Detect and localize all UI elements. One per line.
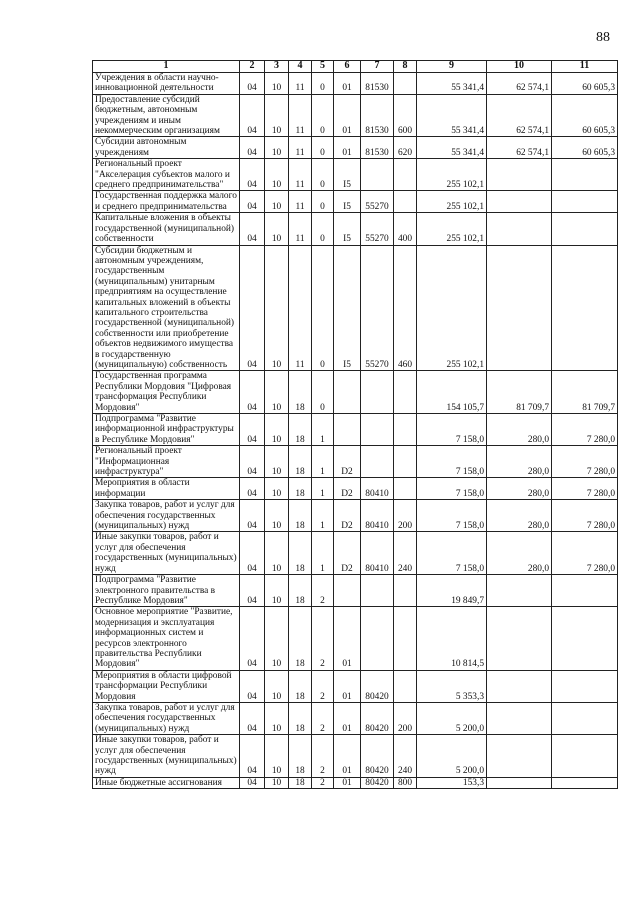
code-cell: 2 (312, 607, 334, 670)
amount-cell (552, 735, 618, 778)
code-cell: 0 (312, 159, 334, 191)
code-cell: 04 (240, 414, 265, 446)
code-cell: 1 (312, 532, 334, 575)
item-name: Государственная поддержка малого и среднего предпринимательства (93, 191, 240, 213)
item-name: Мероприятия в области информации (93, 478, 240, 500)
code-cell: 1 (312, 414, 334, 446)
page-number: 88 (596, 30, 610, 45)
column-header: 1 (93, 61, 240, 73)
amount-cell: 7 158,0 (417, 500, 487, 532)
code-cell (361, 607, 394, 670)
code-cell: I5 (334, 191, 361, 213)
amount-cell: 280,0 (487, 500, 552, 532)
amount-cell: 255 102,1 (417, 191, 487, 213)
code-cell (394, 191, 417, 213)
amount-cell: 280,0 (487, 478, 552, 500)
code-cell: 81530 (361, 94, 394, 137)
amount-cell: 7 280,0 (552, 500, 618, 532)
code-cell: 04 (240, 735, 265, 778)
code-cell: D2 (334, 446, 361, 478)
code-cell: 80410 (361, 532, 394, 575)
code-cell: 240 (394, 735, 417, 778)
item-name: Субсидии автономным учреждениям (93, 137, 240, 159)
code-cell: 04 (240, 478, 265, 500)
table-row (93, 191, 618, 213)
code-cell: 10 (265, 607, 289, 670)
code-cell: 81530 (361, 137, 394, 159)
code-cell: 18 (289, 735, 312, 778)
item-name: Предоставление субсидий бюджетным, автономным учреждениям и иным некоммерческим организациям (93, 94, 240, 137)
code-cell: 18 (289, 500, 312, 532)
code-cell: 18 (289, 702, 312, 734)
item-name: Закупка товаров, работ и услуг для обеспечения государственных (муниципальных) нужд (93, 702, 240, 734)
amount-cell (487, 159, 552, 191)
code-cell (334, 371, 361, 414)
amount-cell: 7 280,0 (552, 446, 618, 478)
amount-cell: 7 280,0 (552, 478, 618, 500)
item-name: Иные закупки товаров, работ и услуг для обеспечения государственных (муниципальных) нужд (93, 735, 240, 778)
amount-cell (487, 735, 552, 778)
code-cell (394, 414, 417, 446)
code-cell: 80410 (361, 478, 394, 500)
column-header: 11 (552, 61, 618, 73)
item-name: Подпрограмма "Развитие электронного правительства в Республике Мордовия" (93, 575, 240, 607)
code-cell: 11 (289, 137, 312, 159)
code-cell: 18 (289, 607, 312, 670)
amount-cell: 7 280,0 (552, 414, 618, 446)
code-cell (394, 73, 417, 95)
code-cell: 0 (312, 371, 334, 414)
amount-cell (487, 213, 552, 245)
code-cell: 10 (265, 213, 289, 245)
code-cell: 1 (312, 500, 334, 532)
code-cell: 11 (289, 213, 312, 245)
amount-cell: 7 158,0 (417, 532, 487, 575)
code-cell: 2 (312, 670, 334, 702)
code-cell (394, 478, 417, 500)
code-cell (394, 371, 417, 414)
column-header: 5 (312, 61, 334, 73)
code-cell: 04 (240, 245, 265, 371)
code-cell: 10 (265, 73, 289, 95)
code-cell: 01 (334, 670, 361, 702)
item-name: Основное мероприятие "Развитие, модернизация и эксплуатация информационных систем и ресурсов электронного правительства Республики Мордовия" (93, 607, 240, 670)
amount-cell (487, 575, 552, 607)
table-row (93, 137, 618, 159)
amount-cell: 62 574,1 (487, 73, 552, 95)
code-cell: 01 (334, 777, 361, 788)
code-cell: 1 (312, 478, 334, 500)
amount-cell: 62 574,1 (487, 137, 552, 159)
code-cell: 0 (312, 191, 334, 213)
amount-cell: 7 158,0 (417, 446, 487, 478)
amount-cell: 153,3 (417, 777, 487, 788)
table-row (93, 414, 618, 446)
amount-cell: 5 200,0 (417, 702, 487, 734)
code-cell (334, 414, 361, 446)
code-cell: 0 (312, 73, 334, 95)
table-row (93, 735, 618, 778)
code-cell (334, 575, 361, 607)
code-cell: 01 (334, 607, 361, 670)
code-cell: 04 (240, 94, 265, 137)
amount-cell (487, 702, 552, 734)
code-cell: 11 (289, 191, 312, 213)
code-cell: 55270 (361, 191, 394, 213)
code-cell: 04 (240, 670, 265, 702)
code-cell: 01 (334, 137, 361, 159)
code-cell: I5 (334, 245, 361, 371)
code-cell: 80410 (361, 500, 394, 532)
amount-cell (552, 702, 618, 734)
amount-cell: 5 353,3 (417, 670, 487, 702)
table-row (93, 607, 618, 670)
item-name: Учреждения в области научно-инновационной деятельности (93, 73, 240, 95)
code-cell: 2 (312, 575, 334, 607)
amount-cell (552, 245, 618, 371)
table-row (93, 702, 618, 734)
amount-cell (487, 607, 552, 670)
code-cell: 0 (312, 213, 334, 245)
table-row (93, 532, 618, 575)
code-cell: 81530 (361, 73, 394, 95)
amount-cell: 7 158,0 (417, 478, 487, 500)
code-cell: 10 (265, 94, 289, 137)
code-cell: 10 (265, 371, 289, 414)
code-cell: 10 (265, 735, 289, 778)
code-cell: 2 (312, 735, 334, 778)
code-cell: 10 (265, 414, 289, 446)
amount-cell (552, 575, 618, 607)
code-cell (394, 446, 417, 478)
table-row (93, 446, 618, 478)
item-name: Региональный проект "Акселерация субъектов малого и среднего предпринимательства" (93, 159, 240, 191)
code-cell: 10 (265, 777, 289, 788)
item-name: Региональный проект "Информационная инфраструктура" (93, 446, 240, 478)
code-cell (394, 159, 417, 191)
code-cell: 11 (289, 94, 312, 137)
amount-cell: 55 341,4 (417, 73, 487, 95)
amount-cell: 10 814,5 (417, 607, 487, 670)
code-cell: 04 (240, 575, 265, 607)
code-cell (361, 575, 394, 607)
amount-cell (487, 245, 552, 371)
code-cell: 200 (394, 702, 417, 734)
code-cell: 10 (265, 446, 289, 478)
code-cell (394, 607, 417, 670)
code-cell: 04 (240, 159, 265, 191)
amount-cell: 81 709,7 (487, 371, 552, 414)
code-cell: 04 (240, 500, 265, 532)
amount-cell: 255 102,1 (417, 245, 487, 371)
code-cell (361, 414, 394, 446)
code-cell: 04 (240, 446, 265, 478)
table-row (93, 575, 618, 607)
code-cell: D2 (334, 478, 361, 500)
code-cell: 620 (394, 137, 417, 159)
amount-cell: 55 341,4 (417, 94, 487, 137)
code-cell (394, 670, 417, 702)
code-cell: 0 (312, 137, 334, 159)
code-cell: 10 (265, 191, 289, 213)
code-cell: 04 (240, 607, 265, 670)
item-name: Капитальные вложения в объекты государственной (муниципальной) собственности (93, 213, 240, 245)
amount-cell: 60 605,3 (552, 73, 618, 95)
amount-cell (487, 191, 552, 213)
code-cell: 18 (289, 446, 312, 478)
column-header: 2 (240, 61, 265, 73)
code-cell: 04 (240, 73, 265, 95)
amount-cell: 154 105,7 (417, 371, 487, 414)
code-cell: 10 (265, 702, 289, 734)
code-cell: 18 (289, 532, 312, 575)
amount-cell (552, 191, 618, 213)
item-name: Иные закупки товаров, работ и услуг для обеспечения государственных (муниципальных) нужд (93, 532, 240, 575)
amount-cell (552, 213, 618, 245)
amount-cell: 7 280,0 (552, 532, 618, 575)
table-row (93, 478, 618, 500)
code-cell: 55270 (361, 213, 394, 245)
code-cell: 80420 (361, 777, 394, 788)
code-cell: 10 (265, 500, 289, 532)
header-row (93, 61, 618, 73)
column-header: 3 (265, 61, 289, 73)
code-cell: 11 (289, 159, 312, 191)
code-cell: 18 (289, 478, 312, 500)
column-header: 6 (334, 61, 361, 73)
code-cell: I5 (334, 159, 361, 191)
code-cell: 01 (334, 73, 361, 95)
code-cell: 01 (334, 735, 361, 778)
code-cell: 01 (334, 702, 361, 734)
code-cell: 01 (334, 94, 361, 137)
code-cell: 11 (289, 245, 312, 371)
amount-cell: 81 709,7 (552, 371, 618, 414)
table-row (93, 500, 618, 532)
code-cell: 10 (265, 532, 289, 575)
code-cell: 04 (240, 371, 265, 414)
table-row (93, 159, 618, 191)
amount-cell: 280,0 (487, 532, 552, 575)
amount-cell: 255 102,1 (417, 213, 487, 245)
code-cell: 2 (312, 702, 334, 734)
code-cell: 240 (394, 532, 417, 575)
code-cell: 04 (240, 702, 265, 734)
code-cell: D2 (334, 500, 361, 532)
code-cell: 04 (240, 777, 265, 788)
item-name: Подпрограмма "Развитие информационной инфраструктуры в Республике Мордовия" (93, 414, 240, 446)
column-header: 9 (417, 61, 487, 73)
code-cell: 18 (289, 414, 312, 446)
code-cell: 10 (265, 575, 289, 607)
budget-table (92, 60, 618, 789)
amount-cell: 19 849,7 (417, 575, 487, 607)
code-cell: 80420 (361, 735, 394, 778)
code-cell: 600 (394, 94, 417, 137)
code-cell (361, 159, 394, 191)
amount-cell: 280,0 (487, 446, 552, 478)
code-cell: 10 (265, 245, 289, 371)
code-cell: 80420 (361, 670, 394, 702)
code-cell: 04 (240, 137, 265, 159)
code-cell: 80420 (361, 702, 394, 734)
code-cell (361, 371, 394, 414)
code-cell (361, 446, 394, 478)
code-cell: 04 (240, 532, 265, 575)
table-row (93, 245, 618, 371)
amount-cell (487, 777, 552, 788)
code-cell: 04 (240, 213, 265, 245)
code-cell: 11 (289, 73, 312, 95)
amount-cell: 62 574,1 (487, 94, 552, 137)
code-cell (394, 575, 417, 607)
code-cell: 400 (394, 213, 417, 245)
code-cell: 200 (394, 500, 417, 532)
code-cell: 18 (289, 371, 312, 414)
code-cell: 1 (312, 446, 334, 478)
amount-cell (552, 607, 618, 670)
amount-cell (552, 159, 618, 191)
code-cell: 460 (394, 245, 417, 371)
code-cell: 10 (265, 159, 289, 191)
amount-cell (552, 670, 618, 702)
item-name: Иные бюджетные ассигнования (93, 777, 240, 788)
item-name: Государственная программа Республики Мордовия "Цифровая трансформация Республики Мордовия" (93, 371, 240, 414)
amount-cell: 255 102,1 (417, 159, 487, 191)
item-name: Субсидии бюджетным и автономным учреждениям, государственным (муниципальным) унитарным предприятиям на осуществление капитальных вложений в объекты капитального строительства государственной (муниципальной) собственности или приобретение объектов недвижимого имущества в государственную (муниципальную) собственность (93, 245, 240, 371)
amount-cell: 5 200,0 (417, 735, 487, 778)
code-cell: D2 (334, 532, 361, 575)
code-cell: 10 (265, 478, 289, 500)
code-cell: 04 (240, 191, 265, 213)
table-body (93, 73, 618, 789)
item-name: Закупка товаров, работ и услуг для обеспечения государственных (муниципальных) нужд (93, 500, 240, 532)
code-cell: 18 (289, 670, 312, 702)
amount-cell: 55 341,4 (417, 137, 487, 159)
table-row (93, 371, 618, 414)
item-name: Мероприятия в области цифровой трансформации Республики Мордовия (93, 670, 240, 702)
table-row (93, 73, 618, 95)
code-cell: 18 (289, 575, 312, 607)
code-cell: 800 (394, 777, 417, 788)
table-row (93, 213, 618, 245)
column-header: 10 (487, 61, 552, 73)
amount-cell: 60 605,3 (552, 137, 618, 159)
table-row (93, 670, 618, 702)
code-cell: 2 (312, 777, 334, 788)
table-row (93, 94, 618, 137)
code-cell: 10 (265, 137, 289, 159)
column-header: 8 (394, 61, 417, 73)
code-cell: 18 (289, 777, 312, 788)
amount-cell: 60 605,3 (552, 94, 618, 137)
code-cell: 0 (312, 94, 334, 137)
amount-cell: 280,0 (487, 414, 552, 446)
code-cell: 55270 (361, 245, 394, 371)
code-cell: I5 (334, 213, 361, 245)
table-row (93, 777, 618, 788)
amount-cell (552, 777, 618, 788)
amount-cell: 7 158,0 (417, 414, 487, 446)
amount-cell (487, 670, 552, 702)
code-cell: 10 (265, 670, 289, 702)
column-header: 7 (361, 61, 394, 73)
code-cell: 0 (312, 245, 334, 371)
column-header: 4 (289, 61, 312, 73)
